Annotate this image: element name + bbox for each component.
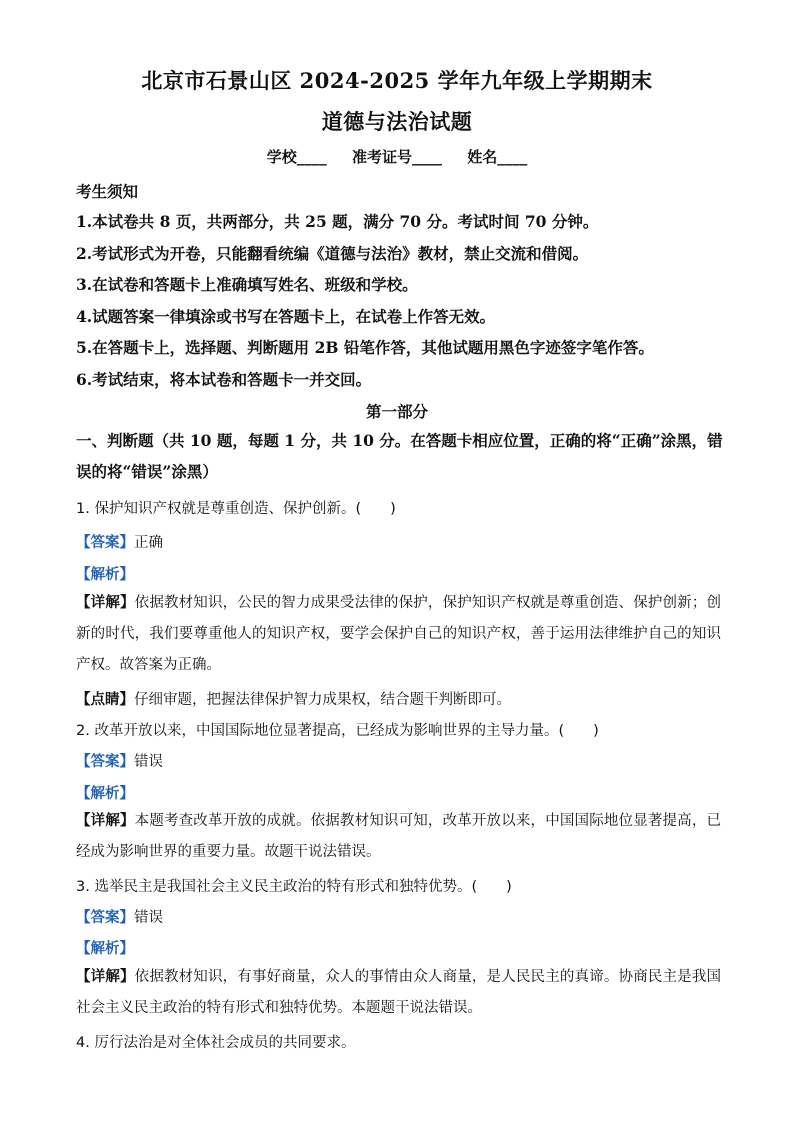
analysis-line [76, 782, 134, 803]
analysis-line [76, 937, 134, 958]
exam-subject: 道德与法治试题 [321, 109, 473, 134]
name-field: 姓名____ [467, 148, 528, 166]
tip-label: 【点睛】 [76, 692, 134, 708]
question-text: 3. 选举民主是我国社会主义民主政治的特有形式和独特优势。( ) [76, 879, 512, 895]
answer-line [76, 531, 163, 552]
notice-item: 3.在试卷和答题卡上准确填写姓名、班级和学校。 [76, 275, 418, 294]
detail-paragraph [76, 806, 721, 868]
tip-line [76, 688, 511, 709]
detail-text: 依据教材知识，有事好商量，众人的事情由众人商量，是人民民主的真谛。协商民主是我国社会主义民主政治的特有形式和独特优势。本题题干说法错误。 [76, 969, 722, 1016]
section-instruction: 误的将“错误”涂黑） [76, 462, 218, 481]
section-title: 第一部分 [365, 402, 428, 421]
exam-title: 北京市石景山区 2024-2025 学年九年级上学期期末 [141, 68, 653, 93]
answer-value: 错误 [134, 910, 163, 926]
detail-text: 本题考查改革开放的成就。依据教材知识可知，改革开放以来，中国国际地位显著提高，已经成为影响世界的重要力量。故题干说法错误。 [76, 813, 722, 860]
answer-value: 正确 [134, 535, 163, 551]
detail-label: 【详解】 [76, 595, 135, 611]
notice-heading: 考生须知 [76, 182, 139, 201]
question-text: 4. 厉行法治是对全体社会成员的共同要求。 [76, 1035, 356, 1051]
detail-label: 【详解】 [76, 969, 135, 985]
question-text: 1. 保护知识产权就是尊重创造、保护创新。( ) [76, 501, 396, 517]
detail-label: 【详解】 [76, 813, 135, 829]
answer-label: 【答案】 [76, 910, 134, 926]
notice-item: 4.试题答案一律填涂或书写在答题卡上，在试卷上作答无效。 [76, 307, 496, 326]
notice-item: 2.考试形式为开卷，只能翻看统编《道德与法治》教材，禁止交流和借阅。 [76, 244, 589, 263]
answer-label: 【答案】 [76, 754, 134, 770]
analysis-label: 【解析】 [76, 786, 134, 802]
exam-id-field: 准考证号____ [351, 148, 442, 166]
notice-item: 1.本试卷共 8 页，共两部分，共 25 题，满分 70 分。考试时间 70 分钟。 [76, 212, 599, 231]
notice-item: 5.在答题卡上，选择题、判断题用 2B 铅笔作答，其他试题用黑色字迹签字笔作答。 [76, 338, 654, 357]
answer-label: 【答案】 [76, 535, 134, 551]
answer-line [76, 750, 163, 771]
question-text: 2. 改革开放以来，中国国际地位显著提高，已经成为影响世界的主导力量。( ) [76, 723, 599, 739]
detail-text: 依据教材知识，公民的智力成果受法律的保护，保护知识产权就是尊重创造、保护创新；创新的时代，我们要尊重他人的知识产权，要学会保护自己的知识产权，善于运用法律维护自己的知识产权。故答案为正确。 [76, 595, 722, 673]
tip-text: 仔细审题，把握法律保护智力成果权，结合题干判断即可。 [134, 692, 511, 708]
school-field: 学校____ [266, 148, 327, 166]
analysis-line [76, 563, 134, 584]
analysis-label: 【解析】 [76, 941, 134, 957]
student-info-line [0, 146, 794, 167]
answer-value: 错误 [134, 754, 163, 770]
detail-paragraph [76, 588, 721, 681]
analysis-label: 【解析】 [76, 567, 134, 583]
detail-paragraph [76, 962, 721, 1024]
section-instruction: 一、判断题（共 10 题，每题 1 分，共 10 分。在答题卡相应位置，正确的将“正确”涂黑，错 [76, 431, 723, 450]
answer-line [76, 906, 163, 927]
notice-item: 6.考试结束，将本试卷和答题卡一并交回。 [76, 370, 372, 389]
